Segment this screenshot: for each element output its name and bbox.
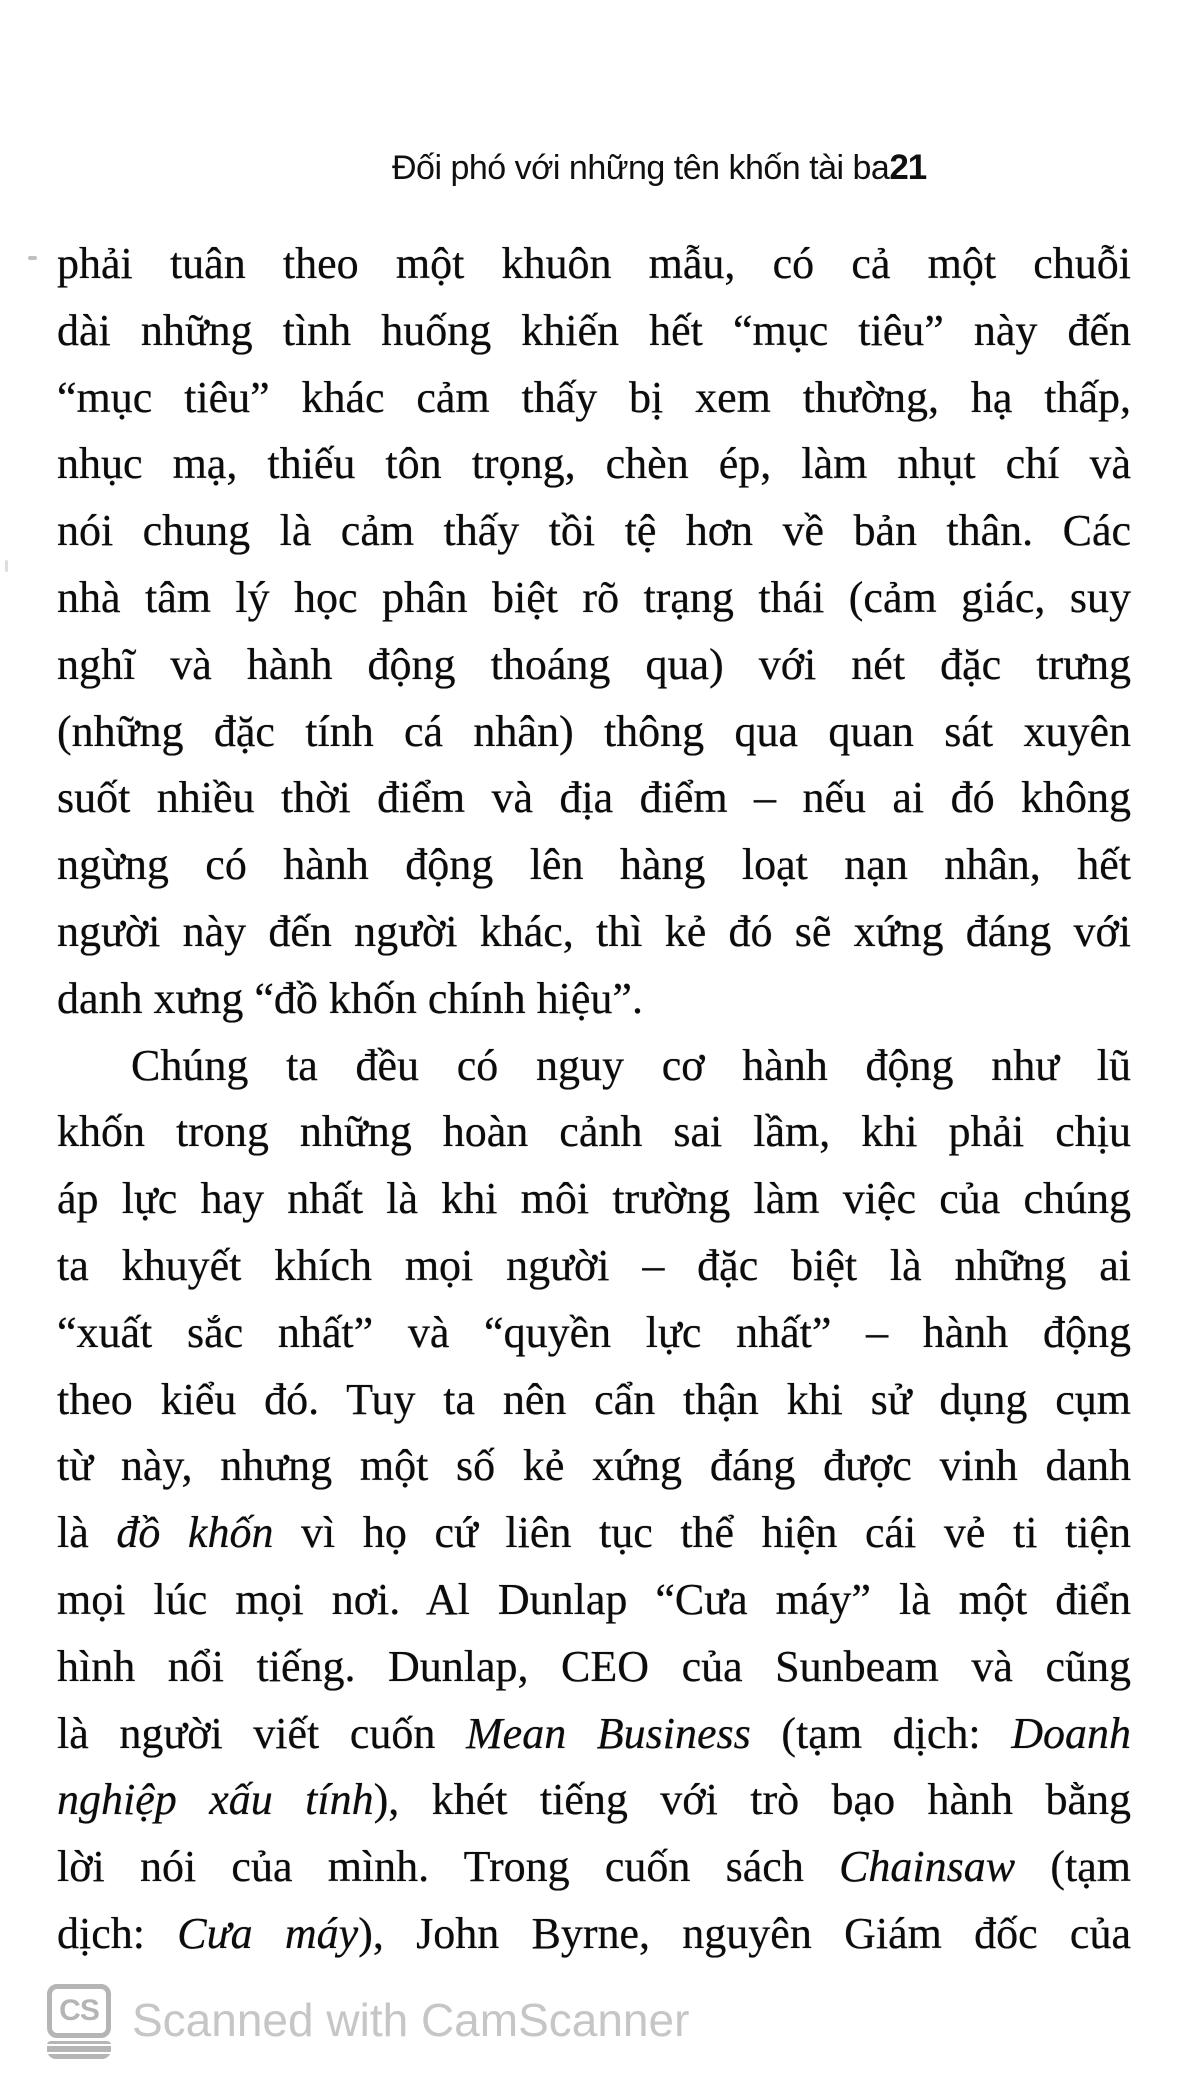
text-segment: là người viết cuốn <box>57 1708 467 1758</box>
text-line <box>57 1233 1131 1300</box>
text-line <box>57 1300 1131 1367</box>
text-line <box>57 1166 1131 1233</box>
text-segment: “xuất sắc nhất” và “quyền lực nhất” – hành động <box>57 1307 1131 1357</box>
body-text <box>57 231 1131 1968</box>
text-line <box>57 1567 1131 1634</box>
text-segment: (những đặc tính cá nhân) thông qua quan sát xuyên <box>57 706 1131 756</box>
text-segment: nhục mạ, thiếu tôn trọng, chèn ép, làm nhụt chí và <box>57 439 1131 489</box>
text-line <box>57 1367 1131 1434</box>
camscanner-cs-badge: CS <box>47 1984 111 2038</box>
text-segment: hình nổi tiếng. Dunlap, CEO của Sunbeam và cũng <box>57 1641 1131 1691</box>
text-line <box>57 1433 1131 1500</box>
text-segment: vì họ cứ liên tục thể hiện cái vẻ ti tiện <box>273 1508 1131 1558</box>
text-line <box>57 231 1131 298</box>
scan-artifact <box>28 256 37 260</box>
italic-text-segment: Cưa máy <box>177 1908 359 1958</box>
italic-text-segment: đồ khốn <box>116 1508 274 1558</box>
text-segment: (tạm <box>1015 1842 1131 1892</box>
camscanner-watermark <box>46 1984 689 2059</box>
text-segment: khốn trong những hoàn cảnh sai lầm, khi phải chịu <box>57 1107 1131 1157</box>
text-line <box>57 832 1131 899</box>
chapter-title: Đối phó với những tên khốn tài ba <box>392 149 890 187</box>
text-line <box>57 1634 1131 1701</box>
text-line <box>57 498 1131 565</box>
scan-artifact <box>5 560 8 572</box>
text-line <box>57 1099 1131 1166</box>
text-segment: nhà tâm lý học phân biệt rõ trạng thái (cảm giác, suy <box>57 572 1131 622</box>
text-line <box>57 1834 1131 1901</box>
running-header <box>392 148 927 188</box>
text-segment: lời nói của mình. Trong cuốn sách <box>57 1842 840 1892</box>
text-segment: là <box>57 1508 117 1558</box>
camscanner-logo-icon <box>46 1984 112 2059</box>
page-number: 21 <box>889 148 927 187</box>
text-segment: Chúng ta đều có nguy cơ hành động như lũ <box>131 1040 1131 1090</box>
text-segment: danh xưng “đồ khốn chính hiệu”. <box>57 973 643 1023</box>
text-line <box>57 298 1131 365</box>
text-segment: “mục tiêu” khác cảm thấy bị xem thường, hạ thấp, <box>57 372 1131 422</box>
italic-text-segment: Mean Business <box>466 1708 751 1758</box>
text-line <box>57 1033 1131 1100</box>
text-segment: nghĩ và hành động thoáng qua) với nét đặc trưng <box>57 639 1131 689</box>
text-segment: dài những tình huống khiến hết “mục tiêu” này đến <box>57 305 1131 355</box>
text-segment: ta khuyết khích mọi người – đặc biệt là những ai <box>57 1240 1131 1290</box>
text-line <box>57 899 1131 966</box>
camscanner-logo-base <box>47 2041 111 2059</box>
text-line <box>57 765 1131 832</box>
text-line <box>57 699 1131 766</box>
text-line <box>57 565 1131 632</box>
camscanner-label: Scanned with CamScanner <box>132 1994 690 2046</box>
text-segment: ), John Byrne, nguyên Giám đốc của <box>358 1908 1131 1958</box>
text-line <box>57 1500 1131 1567</box>
text-segment: áp lực hay nhất là khi môi trường làm việc của chúng <box>57 1174 1131 1224</box>
italic-text-segment: nghiệp xấu tính <box>57 1775 374 1825</box>
text-line <box>57 365 1131 432</box>
text-segment: (tạm dịch: <box>750 1708 1012 1758</box>
text-segment: suốt nhiều thời điểm và địa điểm – nếu ai đó không <box>57 773 1131 823</box>
text-segment: ngừng có hành động lên hàng loạt nạn nhân, hết <box>57 840 1131 890</box>
italic-text-segment: Doanh <box>1011 1708 1132 1758</box>
text-line <box>57 1701 1131 1768</box>
text-segment: theo kiểu đó. Tuy ta nên cẩn thận khi sử dụng cụm <box>57 1374 1131 1424</box>
text-line <box>57 966 1131 1033</box>
text-line <box>57 1901 1131 1968</box>
text-segment: từ này, nhưng một số kẻ xứng đáng được vinh danh <box>57 1441 1131 1491</box>
text-line <box>57 431 1131 498</box>
text-segment: ), khét tiếng với trò bạo hành bằng <box>373 1775 1132 1825</box>
text-segment: dịch: <box>57 1908 178 1958</box>
text-segment: nói chung là cảm thấy tồi tệ hơn về bản thân. Các <box>57 506 1131 556</box>
text-segment: phải tuân theo một khuôn mẫu, có cả một chuỗi <box>57 239 1131 288</box>
text-line <box>57 632 1131 699</box>
italic-text-segment: Chainsaw <box>839 1842 1016 1892</box>
text-segment: mọi lúc mọi nơi. Al Dunlap “Cưa máy” là một điển <box>57 1574 1131 1624</box>
text-segment: người này đến người khác, thì kẻ đó sẽ xứng đáng với <box>57 906 1131 956</box>
text-line <box>57 1767 1131 1834</box>
